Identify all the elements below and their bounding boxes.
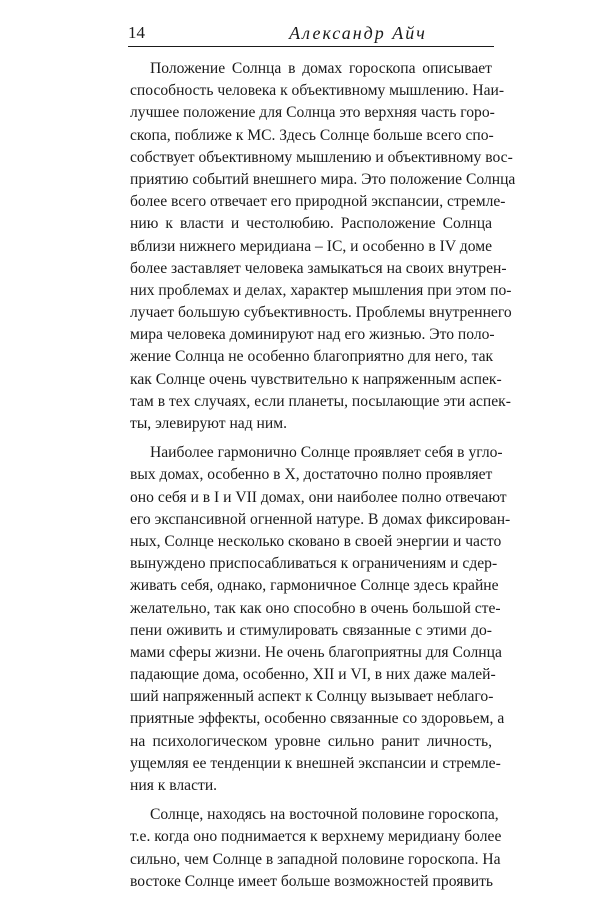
text-line: т.е. когда оно поднимается к верхнему меридиану более — [130, 828, 502, 846]
header-author: Александр Айч — [289, 23, 427, 43]
text-line: ты, элевируют над ним. — [130, 415, 288, 432]
text-line: ущемляя ее тенденции к внешней экспансии и стремле- — [130, 754, 501, 772]
text-line: ший напряженный аспект к Солнцу вызывает неблаго- — [130, 688, 494, 706]
text-line: желательно, так как оно способно в очень большой сте- — [130, 599, 501, 617]
text-line: падающие дома, особенно, XII и VI, в них даже малей- — [130, 666, 496, 684]
text-line: на психологическом уровне сильно ранит личность, — [130, 732, 492, 750]
text-line: оно себя и в I и VII домах, они наиболее полно отвечают — [130, 488, 507, 506]
text-line: приятные эффекты, особенно связанные со здоровьем, а — [130, 710, 505, 728]
header-rule — [128, 46, 494, 47]
text-line: мира человека доминируют над его жизнью. Это поло- — [130, 326, 495, 344]
text-line: лучает большую субъективность. Проблемы внутреннего — [130, 304, 512, 322]
text-line: пени оживить и стимулировать связанные с этими до- — [130, 621, 492, 639]
text-line: вых домах, особенно в X, достаточно полно проявляет — [130, 466, 493, 484]
text-line: как Солнце очень чувствительно к напряженным аспек- — [130, 370, 502, 388]
text-line: Положение Солнца в домах гороскопа описывает — [150, 60, 492, 77]
text-line: там в тех случаях, если планеты, посылающие эти аспек- — [130, 392, 511, 410]
text-line: его экспансивной огненной натуре. В домах фиксирован- — [130, 510, 511, 528]
running-head — [128, 18, 494, 48]
text-line: сильно, чем Солнце в западной половине гороскопа. На — [130, 850, 501, 868]
text-line: ных, Солнце несколько сковано в своей энергии и часто — [130, 532, 502, 550]
text-line: более заставляет человека замыкаться на своих внутрен- — [130, 259, 507, 277]
text-line: лучшее положение для Солнца это верхняя часть горо- — [130, 104, 495, 122]
text-line: живать себя, однако, гармоничное Солнце здесь крайне — [130, 577, 499, 595]
text-line: них проблемах и делах, характер мышления при этом по- — [130, 281, 512, 299]
text-line: собствует объективному мышлению и объективному вос- — [130, 148, 513, 166]
text-line: Наиболее гармонично Солнце проявляет себя в угло- — [150, 444, 503, 462]
text-line: жение Солнца не особенно благоприятно для него, так — [130, 348, 494, 366]
page-number: 14 — [128, 23, 145, 42]
text-line: ния к власти. — [130, 777, 218, 794]
paragraph-2 — [130, 442, 511, 797]
body-text — [130, 58, 516, 900]
text-line: приятию событий внешнего мира. Это положение Солнца — [130, 170, 516, 188]
text-line: Солнце, находясь на восточной половине гороскопа, — [150, 806, 499, 824]
text-line: более всего отвечает его природной экспансии, стремле- — [130, 193, 506, 211]
text-line: способность человека к объективному мышлению. Наи- — [130, 82, 505, 100]
paragraph-1 — [130, 58, 516, 435]
paragraph-3 — [130, 804, 502, 893]
text-line: нию к власти и честолюбию. Расположение Солнца — [130, 215, 492, 233]
text-line: вблизи нижнего меридиана – IC, и особенно в IV доме — [130, 237, 492, 255]
text-line: востоке Солнце имеет больше возможностей проявить — [130, 872, 493, 890]
text-line: скопа, поближе к МС. Здесь Солнце больше всего спо- — [130, 126, 494, 144]
text-line: мами сферы жизни. Не очень благоприятны для Солнца — [130, 643, 502, 661]
text-line: вынуждено приспосабливаться к ограничениям и сдер- — [130, 555, 498, 573]
